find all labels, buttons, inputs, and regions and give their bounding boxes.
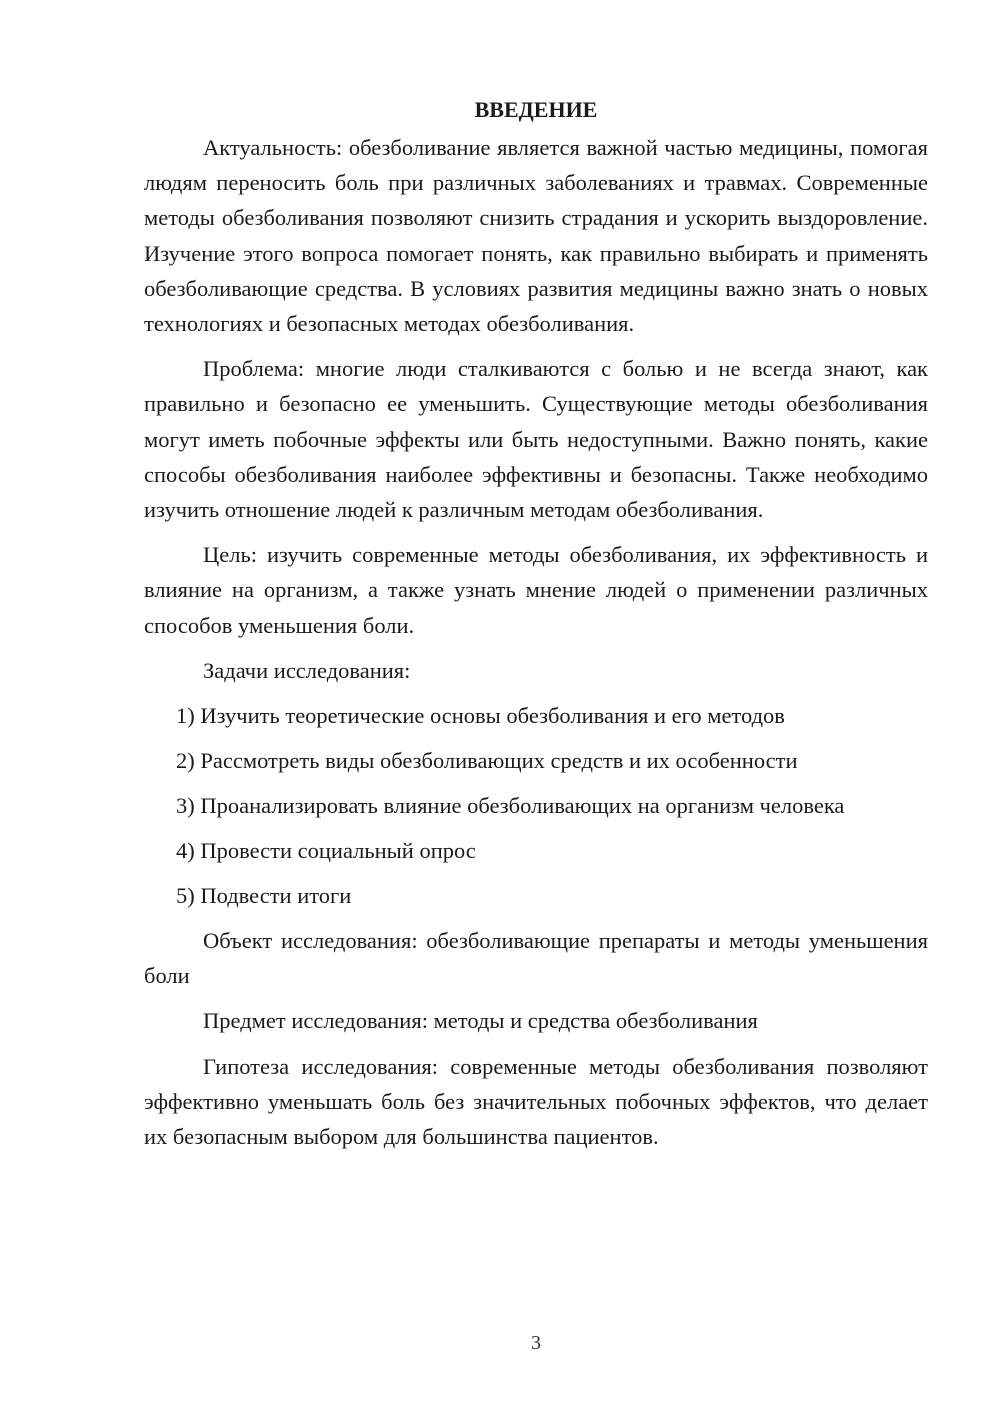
list-item: 4) Провести социальный опрос xyxy=(176,838,476,864)
list-item: 1) Изучить теоретические основы обезболивания и его методов xyxy=(176,703,785,729)
list-item: 2) Рассмотреть виды обезболивающих средств и их особенности xyxy=(176,748,798,774)
paragraph-subject: Предмет исследования: методы и средства обезболивания xyxy=(203,1008,758,1034)
list-item: 3) Проанализировать влияние обезболивающих на организм человека xyxy=(176,793,845,819)
paragraph-goal: Цель: изучить современные методы обезболивания, их эффективность и влияние на организм, а также узнать мнение людей о применении различных способов уменьшения боли. xyxy=(144,542,928,638)
page-number: 3 xyxy=(531,1332,541,1354)
tasks-heading: Задачи исследования: xyxy=(203,657,411,683)
page-title: ВВЕДЕНИЕ xyxy=(474,97,598,122)
document-page xyxy=(144,92,928,1164)
list-item: 5) Подвести итоги xyxy=(176,883,352,909)
paragraph-actuality: Актуальность: обезболивание является важной частью медицины, помогая людям переносить боль при различных заболеваниях и травмах. Современные методы обезболивания позволяют снизить страдания и ускорить выздоровление. Изучение этого вопроса помогает понять, как правильно выбирать и применять обезболивающие средства. В условиях развития медицины важно знать о новых технологиях и безопасных методах обезболивания. xyxy=(144,135,928,337)
paragraph-problem: Проблема: многие люди сталкиваются с болью и не всегда знают, как правильно и безопасно ее уменьшить. Существующие методы обезболивания могут иметь побочные эффекты или быть недоступными. Важно понять, какие способы обезболивания наиболее эффективны и безопасны. Также необходимо изучить отношение людей к различным методам обезболивания. xyxy=(144,356,928,523)
tasks-list xyxy=(144,698,928,913)
paragraph-object: Объект исследования: обезболивающие препараты и методы уменьшения боли xyxy=(144,928,928,989)
paragraph-hypothesis: Гипотеза исследования: современные методы обезболивания позволяют эффективно уменьшать боль без значительных побочных эффектов, что делает их безопасным выбором для большинства пациентов. xyxy=(144,1053,928,1150)
